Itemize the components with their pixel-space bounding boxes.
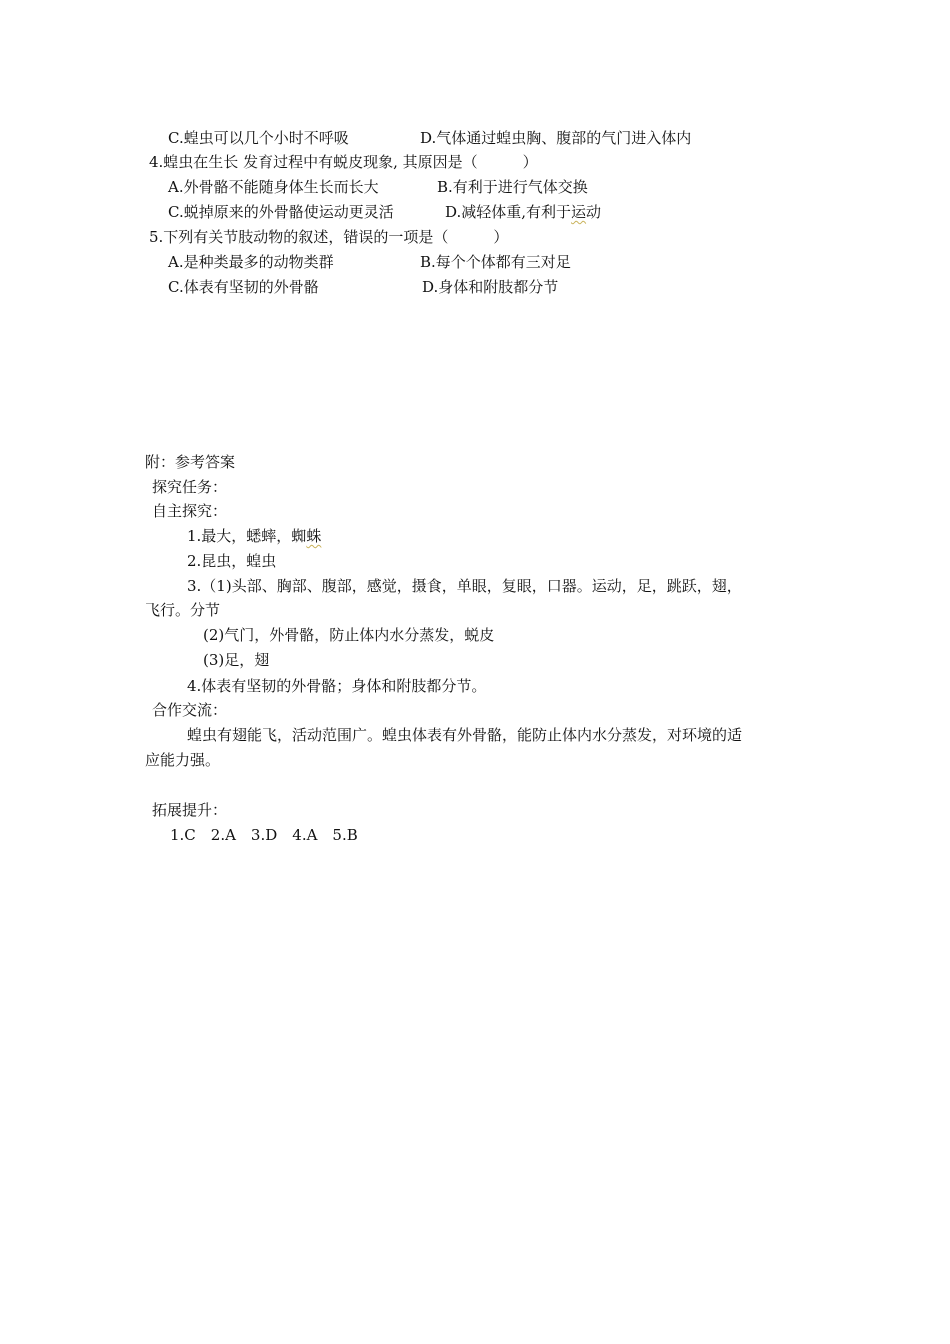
extend-heading: 拓展提升： <box>152 801 228 819</box>
q4-option-d-tail: 动 <box>586 203 602 221</box>
answer-3-sub2: (2)气门，外骨骼，防止体内水分蒸发，蜕皮 <box>203 626 495 644</box>
q4-option-c: C.蜕掉原来的外骨骼使运动更灵活 <box>168 203 394 221</box>
q5-option-d: D.身体和附肢都分节 <box>422 278 559 296</box>
explore-task-heading: 探究任务： <box>152 478 228 496</box>
answer-3-line1: 3.（1)头部、胸部、腹部，感觉，摄食，单眼，复眼，口器。运动，足，跳跃，翅， <box>187 577 742 595</box>
answer-3-sub3: (3)足，翅 <box>203 651 270 669</box>
q5-stem: 5.下列有关节肢动物的叙述，错误的一项是（ ） <box>149 228 509 246</box>
answer-1 <box>187 526 321 546</box>
q3-option-d: D.气体通过蝗虫胸、腹部的气门进入体内 <box>420 129 692 147</box>
q5-option-a: A.是种类最多的动物类群 <box>168 253 334 271</box>
answer-3-line2: 飞行。分节 <box>145 601 221 619</box>
answer-1-wavy: 蛛 <box>306 527 322 545</box>
cooperate-heading: 合作交流： <box>152 701 228 719</box>
answer-4: 4.体表有坚韧的外骨骼；身体和附肢都分节。 <box>187 677 487 695</box>
q4-option-d <box>445 202 601 222</box>
q4-option-d-wavy: 运 <box>571 203 587 221</box>
extend-answers: 1.C 2.A 3.D 4.A 5.B <box>170 826 358 844</box>
answer-2: 2.昆虫，蝗虫 <box>187 552 277 570</box>
self-explore-heading: 自主探究： <box>152 502 228 520</box>
q5-option-c: C.体表有坚韧的外骨骼 <box>168 278 319 296</box>
q4-stem: 4.蝗虫在生长 发育过程中有蜕皮现象, 其原因是（ ） <box>149 153 538 171</box>
q4-option-d-main: D.减轻体重,有利于 <box>445 203 572 221</box>
answers-heading: 附：参考答案 <box>145 453 236 471</box>
q4-option-a: A.外骨骼不能随身体生长而长大 <box>168 178 379 196</box>
answer-1-main: 1.最大，蟋蟀，蜘 <box>187 527 307 545</box>
cooperate-line1: 蝗虫有翅能飞，活动范围广。蝗虫体表有外骨骼，能防止体内水分蒸发，对环境的适 <box>187 726 743 744</box>
q5-option-b: B.每个个体都有三对足 <box>420 253 571 271</box>
q4-option-b: B.有利于进行气体交换 <box>437 178 588 196</box>
q3-option-c: C.蝗虫可以几个小时不呼吸 <box>168 129 349 147</box>
cooperate-line2: 应能力强。 <box>145 751 221 769</box>
